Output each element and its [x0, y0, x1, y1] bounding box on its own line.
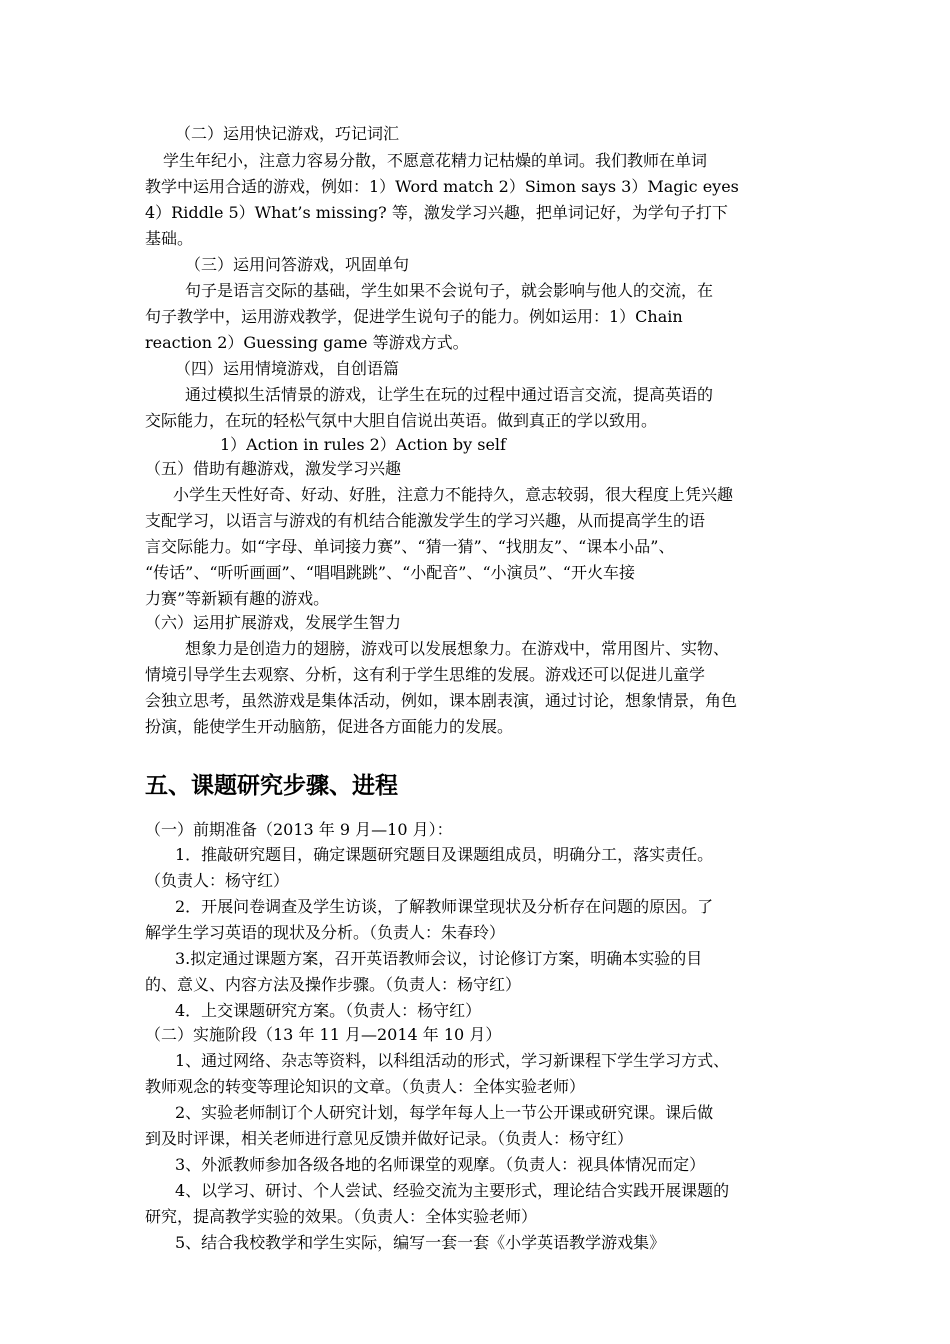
- paragraph-line: 言交际能力。如“字母、单词接力赛”、“猜一猜”、“找朋友”、“课本小品”、: [145, 537, 675, 556]
- list-item: 1、通过网络、杂志等资料，以科组活动的形式，学习新课程下学生学习方式、: [175, 1051, 730, 1070]
- subheading-phase-2: （二）实施阶段（13 年 11 月—2014 年 10 月）: [145, 1025, 502, 1044]
- paragraph-line: 句子是语言交际的基础，学生如果不会说句子，就会影响与他人的交流，在: [185, 281, 714, 300]
- paragraph-line: 情境引导学生去观察、分析，这有利于学生思维的发展。游戏还可以促进儿童学: [145, 665, 706, 684]
- paragraph-line: 支配学习，以语言与游戏的有机结合能激发学生的学习兴趣，从而提高学生的语: [145, 511, 706, 530]
- paragraph-line: 力赛”等新颖有趣的游戏。: [145, 589, 330, 608]
- list-item: 5、结合我校教学和学生实际，编写一套一套《小学英语教学游戏集》: [175, 1233, 666, 1252]
- subheading-3: （三）运用问答游戏，巩固单句: [185, 255, 410, 274]
- paragraph-line: 教师观念的转变等理论知识的文章。（负责人：全体实验老师）: [145, 1077, 586, 1096]
- list-item: 4．上交课题研究方案。（负责人：杨守红）: [175, 1001, 482, 1020]
- paragraph-line: 到及时评课，相关老师进行意见反馈并做好记录。（负责人：杨守红）: [145, 1129, 634, 1148]
- subheading-phase-1: （一）前期准备（2013 年 9 月—10 月）：: [145, 820, 453, 839]
- paragraph-line: 基础。: [145, 229, 194, 248]
- paragraph-line: reaction 2）Guessing game 等游戏方式。: [145, 333, 469, 352]
- paragraph-line: 交际能力，在玩的轻松气氛中大胆自信说出英语。做到真正的学以致用。: [145, 411, 658, 430]
- subheading-6: （六）运用扩展游戏，发展学生智力: [145, 613, 402, 632]
- list-item: 3、外派教师参加各级各地的名师课堂的观摩。（负责人：视具体情况而定）: [175, 1155, 706, 1174]
- list-item: 2、实验老师制订个人研究计划，每学年每人上一节公开课或研究课。课后做: [175, 1103, 714, 1122]
- list-item: 4、以学习、研讨、个人尝试、经验交流为主要形式，理论结合实践开展课题的: [175, 1181, 730, 1200]
- list-item: 2．开展问卷调查及学生访谈，了解教师课堂现状及分析存在问题的原因。了: [175, 897, 714, 916]
- section-heading: 五、课题研究步骤、进程: [145, 773, 398, 799]
- paragraph-line: 扮演，能使学生开动脑筋，促进各方面能力的发展。: [145, 717, 514, 736]
- paragraph-line: 会独立思考，虽然游戏是集体活动，例如，课本剧表演，通过讨论，想象情景，角色: [145, 691, 738, 710]
- paragraph-line: 教学中运用合适的游戏，例如：1）Word match 2）Simon says 3）Magic eyes: [145, 177, 739, 196]
- paragraph-line: （负责人：杨守红）: [145, 871, 290, 890]
- paragraph-line: 想象力是创造力的翅膀，游戏可以发展想象力。在游戏中，常用图片、实物、: [185, 639, 730, 658]
- paragraph-line: 学生年纪小，注意力容易分散，不愿意花精力记枯燥的单词。我们教师在单词: [163, 151, 708, 170]
- subheading-4: （四）运用情境游戏，自创语篇: [175, 359, 400, 378]
- paragraph-line: 通过模拟生活情景的游戏，让学生在玩的过程中通过语言交流，提高英语的: [185, 385, 714, 404]
- paragraph-line: 的、意义、内容方法及操作步骤。（负责人：杨守红）: [145, 975, 522, 994]
- list-item: 1．推敲研究题目，确定课题研究题目及课题组成员，明确分工，落实责任。: [175, 845, 714, 864]
- paragraph-line: 小学生天性好奇、好动、好胜，注意力不能持久，意志较弱，很大程度上凭兴趣: [173, 485, 734, 504]
- paragraph-line: 研究，提高教学实验的效果。（负责人：全体实验老师）: [145, 1207, 538, 1226]
- paragraph-line: 4）Riddle 5）What’s missing? 等，激发学习兴趣，把单词记好，为学句子打下: [145, 203, 728, 222]
- subheading-2: （二）运用快记游戏，巧记词汇: [175, 124, 400, 143]
- paragraph-line: “传话”、“听听画画”、“唱唱跳跳”、“小配音”、“小演员”、“开火车接: [145, 563, 635, 582]
- paragraph-line: 解学生学习英语的现状及分析。（负责人：朱春玲）: [145, 923, 506, 942]
- paragraph-line: 句子教学中，运用游戏教学，促进学生说句子的能力。例如运用：1）Chain: [145, 307, 683, 326]
- subheading-5: （五）借助有趣游戏，激发学习兴趣: [145, 459, 402, 478]
- paragraph-line: 1）Action in rules 2）Action by self: [220, 435, 506, 454]
- list-item: 3.拟定通过课题方案，召开英语教师会议，讨论修订方案，明确本实验的目: [175, 949, 703, 968]
